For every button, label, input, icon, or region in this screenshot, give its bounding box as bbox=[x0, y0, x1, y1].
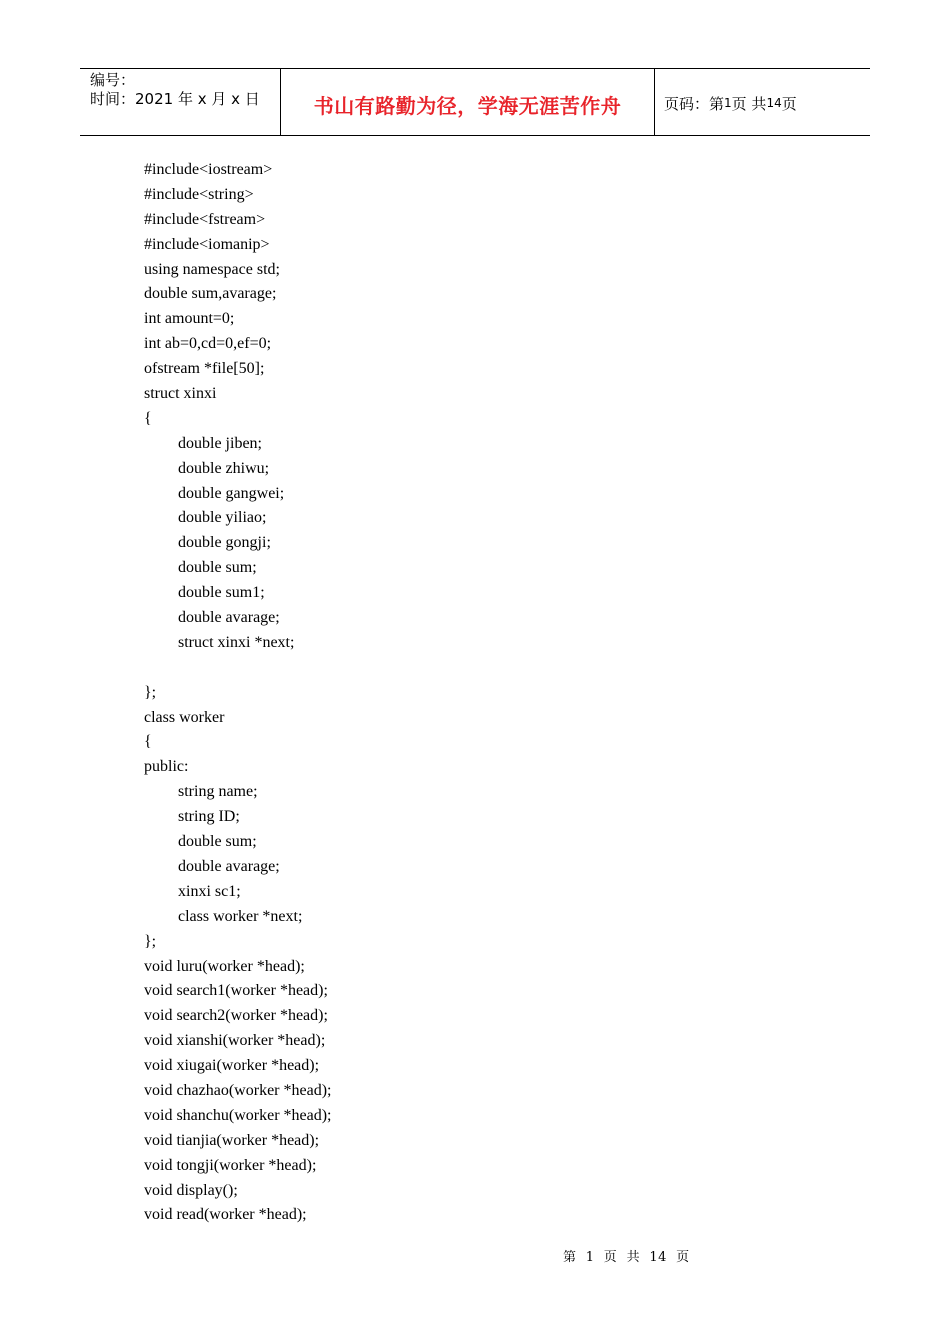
code-line: struct xinxi *next; bbox=[178, 633, 295, 651]
page-header bbox=[80, 68, 870, 136]
header-page-cell bbox=[655, 69, 870, 135]
code-listing bbox=[144, 158, 332, 1228]
page-total: 14 bbox=[766, 96, 782, 110]
code-line: #include<string> bbox=[144, 185, 254, 203]
page-current: 1 bbox=[724, 96, 732, 110]
code-line: double sum; bbox=[178, 559, 257, 577]
serial-label: 编号： bbox=[90, 71, 136, 89]
code-line: void shanchu(worker *head); bbox=[144, 1106, 332, 1124]
time-text: 时间：2021 年 x 月 x 日 bbox=[90, 90, 260, 108]
code-line: double sum,avarage; bbox=[144, 285, 277, 303]
header-motto-cell bbox=[281, 69, 655, 135]
code-line: }; bbox=[144, 683, 157, 701]
code-line: void xianshi(worker *head); bbox=[144, 1032, 326, 1050]
code-line: int amount=0; bbox=[144, 310, 235, 328]
code-line: using namespace std; bbox=[144, 260, 280, 278]
code-line: void chazhao(worker *head); bbox=[144, 1081, 332, 1099]
code-line: void tongji(worker *head); bbox=[144, 1156, 317, 1174]
code-line: #include<fstream> bbox=[144, 210, 266, 228]
code-line: double gangwei; bbox=[178, 484, 285, 502]
code-line: double yiliao; bbox=[178, 509, 267, 527]
page-suffix: 页 bbox=[781, 94, 797, 113]
code-line: { bbox=[144, 409, 152, 427]
code-line: #include<iomanip> bbox=[144, 235, 270, 253]
code-line bbox=[144, 656, 332, 681]
header-info-cell bbox=[80, 69, 281, 135]
code-line: void display(); bbox=[144, 1181, 238, 1199]
code-line: void search2(worker *head); bbox=[144, 1007, 328, 1025]
page-mid: 页 共 bbox=[731, 94, 767, 113]
code-line: double sum1; bbox=[178, 584, 265, 602]
page-footer: 第 1 页 共 14 页 bbox=[563, 1250, 690, 1265]
motto-text: 书山有路勤为径，学海无涯苦作舟 bbox=[313, 93, 622, 118]
code-line: string ID; bbox=[178, 808, 240, 826]
code-line: class worker *next; bbox=[178, 907, 303, 925]
code-line: public: bbox=[144, 758, 189, 776]
code-line: double avarage; bbox=[178, 609, 280, 627]
code-line: double jiben; bbox=[178, 434, 262, 452]
code-line: void luru(worker *head); bbox=[144, 957, 305, 975]
code-line: #include<iostream> bbox=[144, 161, 273, 178]
code-line: { bbox=[144, 733, 152, 751]
page-prefix: 页码：第 bbox=[664, 94, 725, 113]
code-line: class worker bbox=[144, 708, 225, 726]
code-line: double zhiwu; bbox=[178, 459, 270, 477]
code-line: ofstream *file[50]; bbox=[144, 360, 265, 378]
code-line: }; bbox=[144, 932, 157, 950]
code-line: void tianjia(worker *head); bbox=[144, 1131, 320, 1149]
code-line: int ab=0,cd=0,ef=0; bbox=[144, 335, 272, 353]
code-line: xinxi sc1; bbox=[178, 882, 241, 900]
code-line: void xiugai(worker *head); bbox=[144, 1057, 320, 1075]
code-line: struct xinxi bbox=[144, 385, 217, 403]
code-line: string name; bbox=[178, 783, 258, 801]
code-line: double sum; bbox=[178, 833, 257, 851]
code-line: void read(worker *head); bbox=[144, 1206, 307, 1224]
code-line: void search1(worker *head); bbox=[144, 982, 328, 1000]
code-line: double avarage; bbox=[178, 857, 280, 875]
code-line: double gongji; bbox=[178, 534, 271, 552]
